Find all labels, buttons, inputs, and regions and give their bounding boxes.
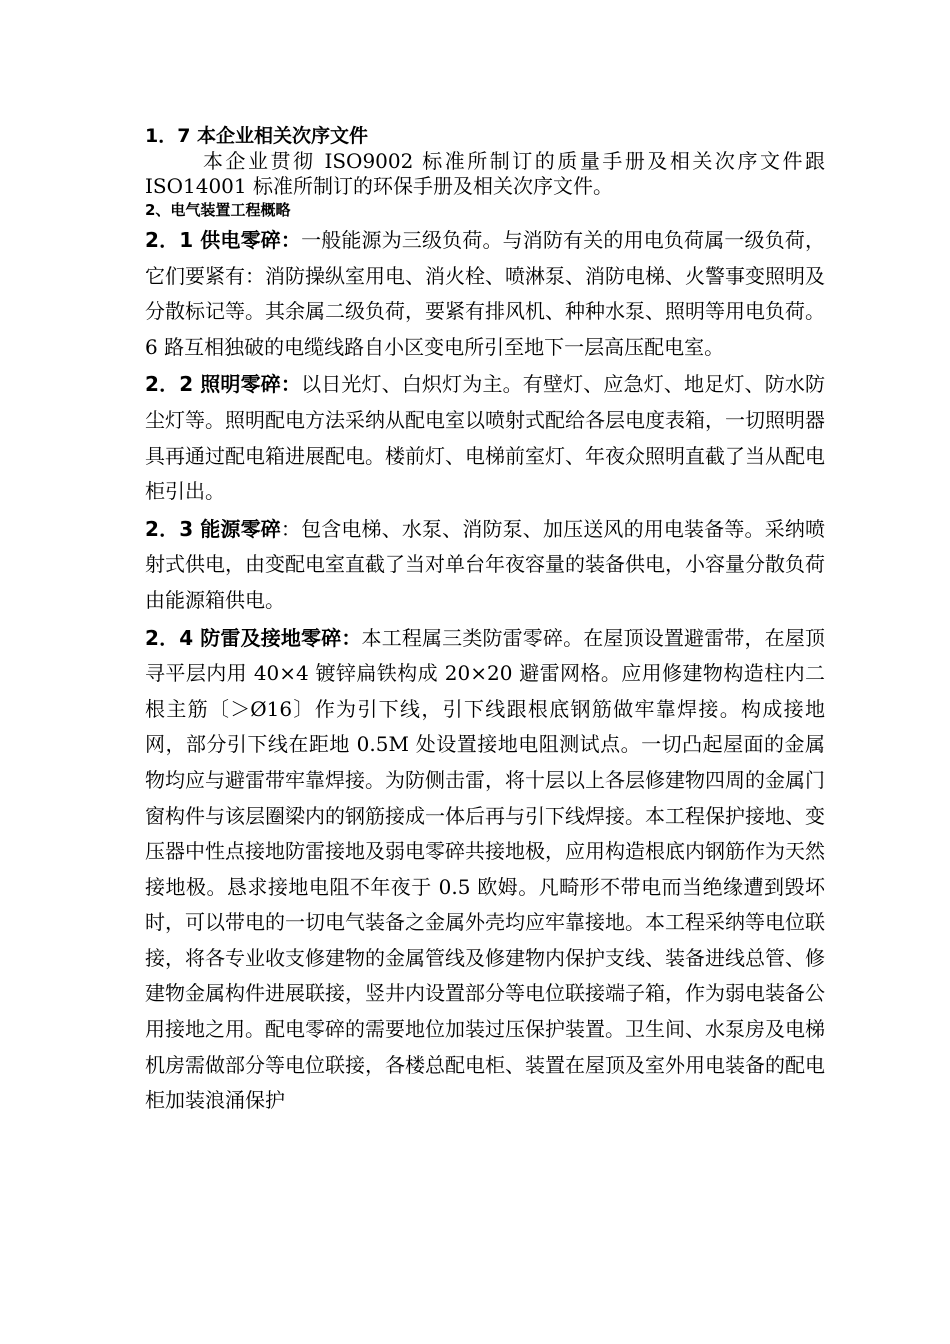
- paragraph-2-3-text: ：包含电梯、水泵、消防泵、加压送风的用电装备等。采纳喷射式供电，由变配电室直截了当对单台年夜容量的装备供电，小容量分散负荷由能源箱供电。: [145, 516, 826, 612]
- paragraph-2-2: [145, 367, 825, 509]
- paragraph-2-2-lead: 2．2 照明零碎：: [145, 372, 302, 397]
- paragraph-2-4-text: 本工程属三类防雷零碎。在屋顶设置避雷带，在屋顶寻平层内用 40×4 镀锌扁铁构成 20×20 避雷网格。应用修建物构造柱内二根主筋〔＞Ø16〕作为引下线，引下线跟根底钢筋做牢靠焊接。构成接地网，部分引下线在距地 0.5M 处设置接地电阻测试点。一切凸起屋面的金属物均应与避雷带牢靠焊接。为防侧击雷，将十层以上各层修建物四周的金属门窗构件与该层圈梁内的钢筋接成一体后再与引下线焊接。本工程保护接地、变压器中性点接地防雷接地及弱电零碎共接地极，应用构造根底内钢筋作为天然接地极。恳求接地电阻不年夜于 0.5 欧姆。凡畸形不带电而当绝缘遭到毁坏时，可以带电的一切电气装备之金属外壳均应牢靠接地。本工程采纳等电位联接，将各专业收支修建物的金属管线及修建物内保护支线、装备进线总管、修建物金属构件进展联接，竖井内设置部分等电位联接端子箱，作为弱电装备公用接地之用。配电零碎的需要地位加装过压保护装置。卫生间、水泵房及电梯机房需做部分等电位联接，各楼总配电柜、装置在屋顶及室外用电装备的配电柜加装浪涌保护: [145, 625, 825, 1113]
- paragraph-2-2-text: 以日光灯、白炽灯为主。有壁灯、应急灯、地足灯、防水防尘灯等。照明配电方法采纳从配电室以喷射式配给各层电度表箱，一切照明器具再通过配电箱进展配电。楼前灯、电梯前室灯、年夜众照明直截了当从配电柜引出。: [145, 372, 826, 504]
- paragraph-2-4-lead: 2．4 防雷及接地零碎：: [145, 625, 362, 650]
- paragraph-2-3: [145, 512, 825, 619]
- paragraph-2-3-lead: 2．3 能源零碎: [145, 516, 281, 541]
- document-content: [145, 124, 825, 1121]
- section-1-7-text: 本企业贯彻 ISO9002 标准所制订的质量手册及相关次序文件跟 ISO14001 标准所制订的环保手册及相关次序文件。: [145, 149, 825, 198]
- section-heading-1-7: 1．7 本企业相关次序文件: [145, 125, 369, 147]
- section-heading-2: 2、电气装置工程概略: [145, 201, 291, 219]
- paragraph-2-4: [145, 621, 825, 1119]
- paragraph-2-1-lead: 2．1 供电零碎：: [145, 228, 302, 252]
- paragraph-2-1: [145, 223, 825, 365]
- paragraph-2-1-text: 一般能源为三级负荷。与消防有关的用电负荷属一级负荷，它们要紧有：消防操纵室用电、消火栓、喷淋泵、消防电梯、火警事变照明及分散标记等。其余属二级负荷，要紧有排风机、种种水泵、照明等用电负荷。6 路互相独破的电缆线路自小区变电所引至地下一层高压配电室。: [145, 228, 826, 359]
